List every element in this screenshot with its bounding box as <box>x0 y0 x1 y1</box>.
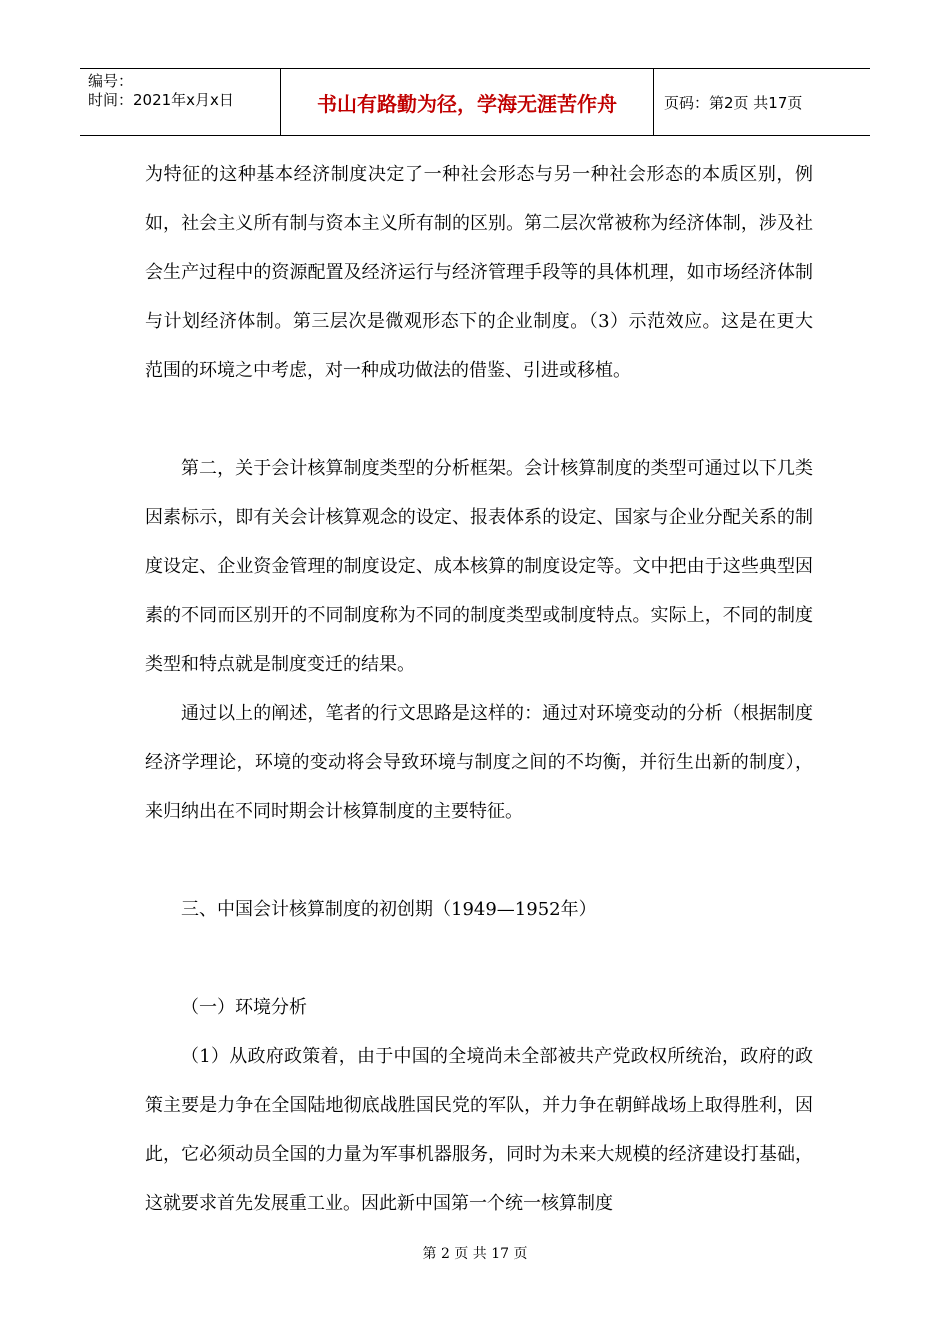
document-number-label: 编号： <box>88 72 134 90</box>
subsection-heading: （一）环境分析 <box>181 997 307 1018</box>
paragraph-3: 通过以上的阐述，笔者的行文思路是这样的：通过对环境变动的分析（根据制度经济学理论，环境的变动将会导致环境与制度之间的不均衡，并衍生出新的制度），来归纳出在不同时期会计核算制度的主要特征。 <box>145 703 813 822</box>
page-header <box>80 68 870 136</box>
header-page-info: 页码：第2页 共17页 <box>664 93 803 112</box>
document-body <box>145 150 813 1228</box>
header-motto: 书山有路勤为径，学海无涯苦作舟 <box>281 69 654 135</box>
paragraph-2: 第二，关于会计核算制度类型的分析框架。会计核算制度的类型可通过以下几类因素标示，即有关会计核算观念的设定、报表体系的设定、国家与企业分配关系的制度设定、企业资金管理的制度设定、成本核算的制度设定等。文中把由于这些典型因素的不同而区别开的不同制度称为不同的制度类型或制度特点。实际上，不同的制度类型和特点就是制度变迁的结果。 <box>145 458 813 675</box>
document-date: 时间：2021年x月x日 <box>88 91 234 109</box>
header-meta-cell <box>80 69 281 135</box>
paragraph-4: （1）从政府政策着，由于中国的全境尚未全部被共产党政权所统治，政府的政策主要是力争在全国陆地彻底战胜国民党的军队，并力争在朝鲜战场上取得胜利，因此，它必须动员全国的力量为军事机器服务，同时为未来大规模的经济建设打基础，这就要求首先发展重工业。因此新中国第一个统一核算制度 <box>145 1046 813 1214</box>
paragraph-1: 为特征的这种基本经济制度决定了一种社会形态与另一种社会形态的本质区别，例如，社会主义所有制与资本主义所有制的区别。第二层次常被称为经济体制，涉及社会生产过程中的资源配置及经济运行与经济管理手段等的具体机理，如市场经济体制与计划经济体制。第三层次是微观形态下的企业制度。（3）示范效应。这是在更大范围的环境之中考虑，对一种成功做法的借鉴、引进或移植。 <box>145 164 813 381</box>
section-heading: 三、中国会计核算制度的初创期（1949—1952年） <box>181 899 597 920</box>
page-footer: 第 2 页 共 17 页 <box>422 1246 528 1262</box>
